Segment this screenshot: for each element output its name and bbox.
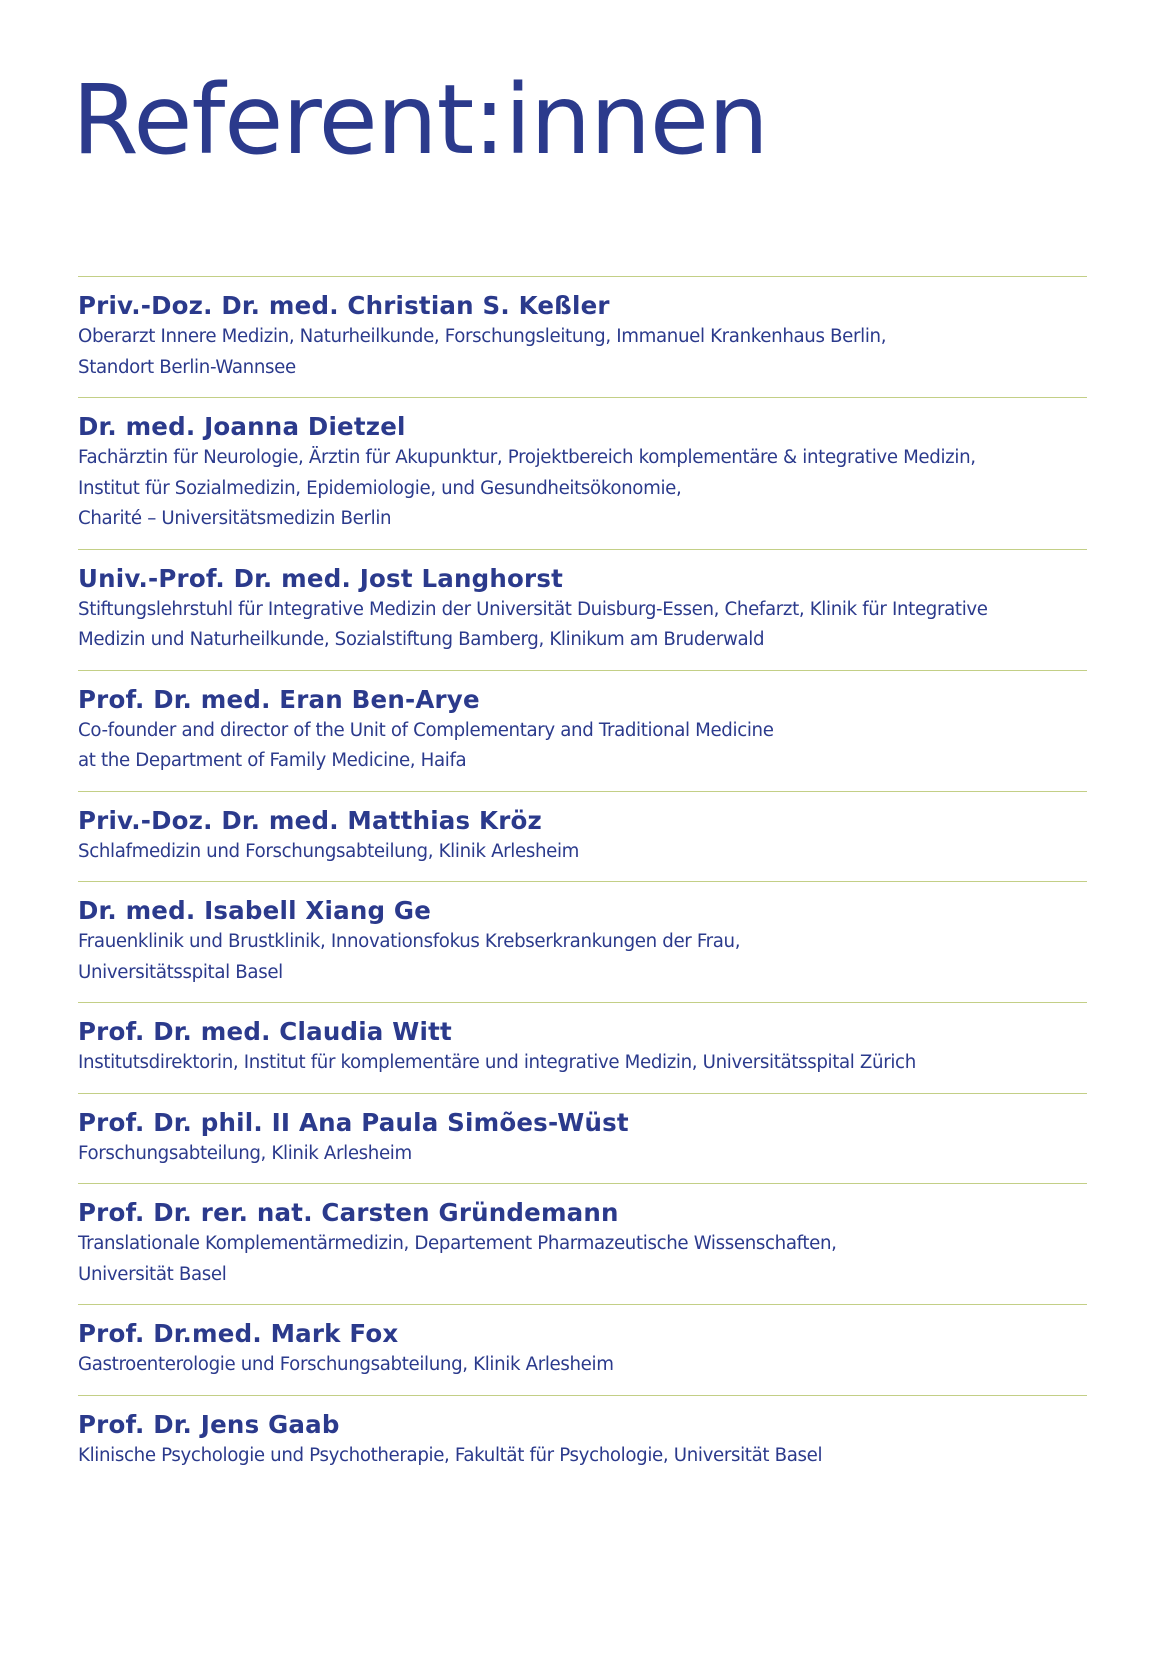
speaker-entry [78,1305,1087,1395]
speaker-name: Prof. Dr.med. Mark Fox [78,1319,399,1348]
speaker-name: Priv.-Doz. Dr. med. Christian S. Keßler [78,291,610,320]
speaker-affiliation-line: Schlafmedizin und Forschungsabteilung, Klinik Arlesheim [78,840,580,862]
speaker-name: Prof. Dr. phil. II Ana Paula Simões-Wüst [78,1107,629,1137]
speaker-name: Dr. med. Isabell Xiang Ge [78,896,432,925]
speaker-entry [78,1184,1087,1304]
speaker-entry [78,671,1087,791]
speaker-name: Prof. Dr. med. Eran Ben-Arye [78,684,480,714]
speaker-affiliation-line: Oberarzt Innere Medizin, Naturheilkunde, Forschungsleitung, Immanuel Krankenhaus Berlin, [78,326,887,347]
speaker-affiliation-line: at the Department of Family Medicine, Haifa [78,750,467,771]
speaker-entry [78,1003,1087,1093]
speaker-name: Univ.-Prof. Dr. med. Jost Langhorst [78,563,564,593]
speaker-name: Prof. Dr. rer. nat. Carsten Gründemann [78,1198,619,1227]
speaker-entry [78,1396,1087,1486]
speaker-affiliation-line: Universitätsspital Basel [78,961,283,983]
speaker-entry [78,277,1087,397]
speaker-affiliation-line: Klinische Psychologie und Psychotherapie, Fakultät für Psychologie, Universität Basel [78,1444,823,1466]
speaker-entry [78,882,1087,1002]
speaker-affiliation-line: Universität Basel [78,1263,227,1285]
speaker-entry [78,550,1087,670]
speaker-name: Prof. Dr. Jens Gaab [78,1409,340,1439]
speaker-entry [78,1094,1087,1184]
speaker-list [78,276,1087,1485]
speaker-affiliation-line: Standort Berlin-Wannsee [78,356,296,378]
speaker-name: Priv.-Doz. Dr. med. Matthias Kröz [78,805,543,835]
speaker-entry [78,792,1087,882]
page-title: Referent:innen [72,64,768,176]
speaker-affiliation-line: Institutsdirektorin, Institut für komplementäre und integrative Medizin, Universitätsspital Zürich [78,1052,916,1073]
speaker-affiliation-line: Fachärztin für Neurologie, Ärztin für Akupunktur, Projektbereich komplementäre & integrative Medizin, [78,447,976,468]
speaker-affiliation-line: Forschungsabteilung, Klinik Arlesheim [78,1142,412,1164]
speaker-affiliation-line: Translationale Komplementärmedizin, Departement Pharmazeutische Wissenschaften, [78,1233,837,1254]
speaker-affiliation-line: Institut für Sozialmedizin, Epidemiologie, und Gesundheitsökonomie, [78,477,682,499]
speaker-affiliation-line: Frauenklinik und Brustklinik, Innovationsfokus Krebserkrankungen der Frau, [78,931,741,952]
speaker-name: Prof. Dr. med. Claudia Witt [78,1017,452,1046]
speaker-name: Dr. med. Joanna Dietzel [78,412,406,441]
speaker-affiliation-line: Charité – Universitätsmedizin Berlin [78,508,392,529]
speaker-entry [78,398,1087,549]
speaker-affiliation-line: Gastroenterologie und Forschungsabteilung, Klinik Arlesheim [78,1354,614,1375]
speaker-affiliation-line: Co-founder and director of the Unit of Complementary and Traditional Medicine [78,719,774,741]
speaker-affiliation-line: Medizin und Naturheilkunde, Sozialstiftung Bamberg, Klinikum am Bruderwald [78,629,765,650]
speaker-affiliation-line: Stiftungslehrstuhl für Integrative Medizin der Universität Duisburg-Essen, Chefarzt, Klinik für Integrative [78,598,988,620]
